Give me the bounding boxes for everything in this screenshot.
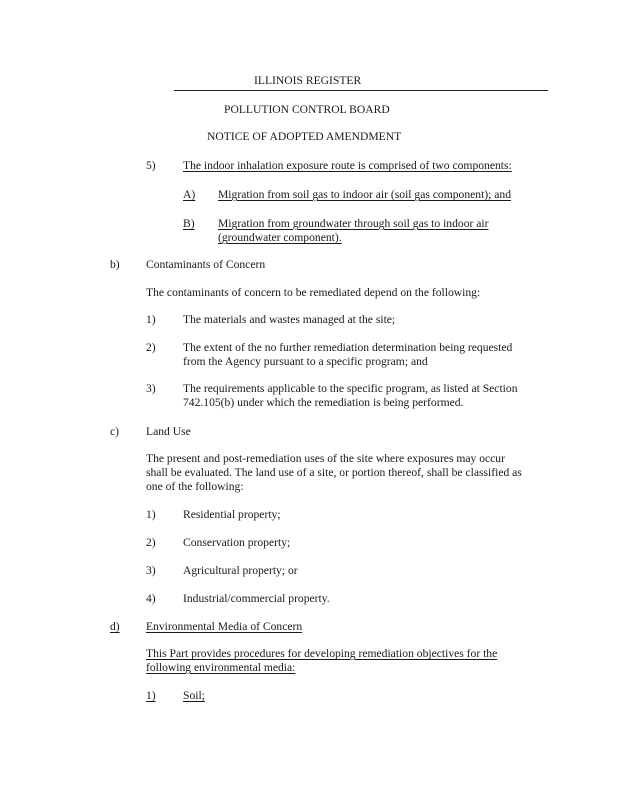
item-5a-text: Migration from soil gas to indoor air (soil gas component); and [218,188,512,201]
section-b-item-2-text-line1: The extent of the no further remediation determination being requested [183,341,513,354]
section-d-item-1-text: Soil; [183,689,205,702]
section-c-item-3-text: Agricultural property; or [183,564,298,577]
item-5-text: The indoor inhalation exposure route is comprised of two components: [183,159,512,172]
notice-title: NOTICE OF ADOPTED AMENDMENT [207,130,402,143]
section-b-heading: Contaminants of Concern [146,258,266,271]
section-b-item-1-number: 1) [146,313,156,326]
section-c-intro-line2: shall be evaluated. The land use of a site, or portion thereof, shall be classified as [146,466,522,479]
section-c-item-4-text: Industrial/commercial property. [183,592,330,605]
section-c-label: c) [110,425,120,438]
section-b-item-3-text-line2: 742.105(b) under which the remediation is being performed. [183,396,464,409]
item-5b-label: B) [183,217,195,230]
section-b-intro: The contaminants of concern to be remediated depend on the following: [146,286,481,299]
section-c-item-2-number: 2) [146,536,156,549]
section-d-heading: Environmental Media of Concern [146,620,303,633]
section-b-item-2-text-line2: from the Agency pursuant to a specific program; and [183,355,428,368]
item-5a-label: A) [183,188,196,201]
section-b-label: b) [110,258,120,271]
section-c-item-4-number: 4) [146,592,156,605]
section-b-item-1-text: The materials and wastes managed at the site; [183,313,396,326]
section-c-heading: Land Use [146,425,191,438]
section-c-item-2-text: Conservation property; [183,536,291,549]
item-5b-text-line2: (groundwater component). [218,231,342,244]
section-b-item-2-number: 2) [146,341,156,354]
section-d-intro-line1: This Part provides procedures for developing remediation objectives for the [146,647,498,660]
section-c-intro-line3: one of the following: [146,480,244,493]
section-c-item-3-number: 3) [146,564,156,577]
section-b-item-3-text-line1: The requirements applicable to the specific program, as listed at Section [183,382,518,395]
item-5b-text-line1: Migration from groundwater through soil gas to indoor air [218,217,489,230]
section-c-item-1-text: Residential property; [183,508,281,521]
section-b-item-3-number: 3) [146,382,156,395]
board-title: POLLUTION CONTROL BOARD [224,103,390,116]
section-d-label: d) [110,620,120,633]
item-5-number: 5) [146,159,156,172]
section-d-item-1-number: 1) [146,689,156,702]
header-rule [174,90,548,91]
section-c-intro-line1: The present and post-remediation uses of the site where exposures may occur [146,452,505,465]
section-c-item-1-number: 1) [146,508,156,521]
section-d-intro-line2: following environmental media: [146,661,296,674]
register-title: ILLINOIS REGISTER [254,74,362,87]
